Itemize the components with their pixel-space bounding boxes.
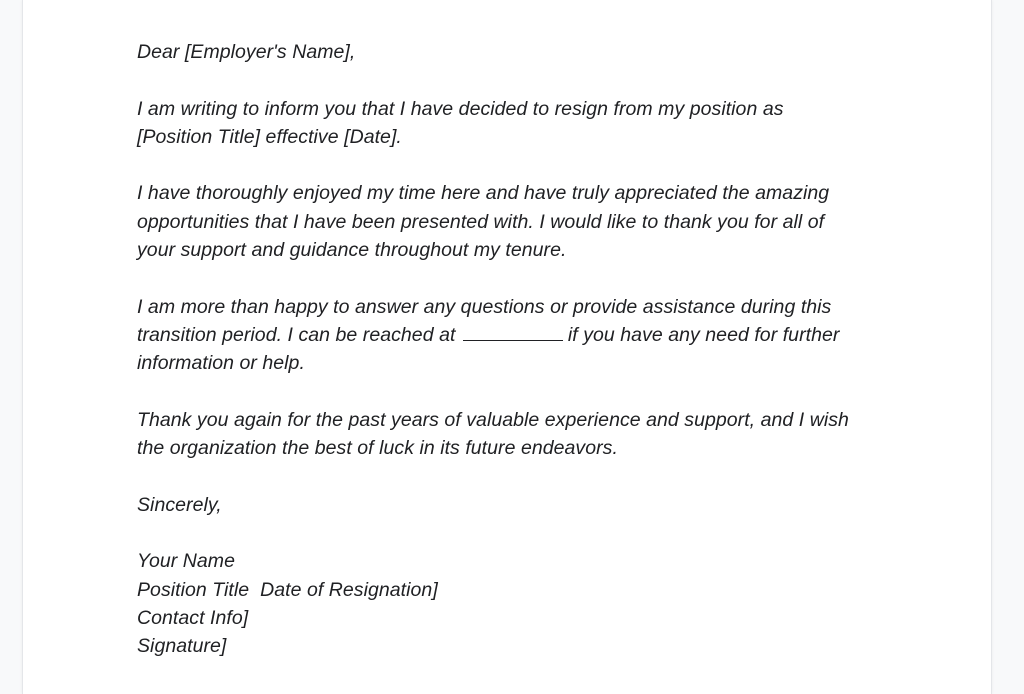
contact-blank-field (463, 323, 563, 341)
signature-name: Your Name (137, 550, 235, 573)
paragraph-line-start: transition period. I can be reached at (137, 323, 456, 346)
paragraph-resignation-notice (137, 95, 897, 152)
closing-text: Sincerely, (137, 493, 222, 516)
signature-line: Signature] (137, 635, 227, 658)
paragraph-line: information or help. (137, 352, 305, 375)
resignation-letter (137, 38, 897, 689)
paragraph-line: I am writing to inform you that I have decided to resign from my position as (137, 97, 784, 120)
salutation-text: Dear [Employer's Name], (137, 41, 356, 63)
paragraph-line-with-blank (137, 321, 897, 349)
paragraph-line: your support and guidance throughout my tenure. (137, 239, 567, 262)
signature-position-date: Position Title Date of Resignation] (137, 578, 438, 601)
signature-block (137, 547, 897, 660)
paragraph-line: opportunities that I have been presented with. I would like to thank you for all of (137, 210, 825, 233)
document-page (22, 0, 992, 694)
paragraph-line: I have thoroughly enjoyed my time here and have truly appreciated the amazing (137, 182, 830, 205)
paragraph-thanks (137, 406, 897, 463)
signature-contact: Contact Info] (137, 606, 249, 629)
paragraph-line: I am more than happy to answer any questions or provide assistance during this (137, 295, 832, 318)
paragraph-transition-assistance (137, 293, 897, 378)
paragraph-line: the organization the best of luck in its future endeavors. (137, 437, 618, 460)
paragraph-line: Thank you again for the past years of valuable experience and support, and I wish (137, 408, 849, 431)
paragraph-line: [Position Title] effective [Date]. (137, 125, 402, 148)
closing (137, 491, 897, 519)
salutation (137, 38, 897, 66)
paragraph-gratitude (137, 179, 897, 264)
paragraph-line-end: if you have any need for further (567, 323, 840, 346)
